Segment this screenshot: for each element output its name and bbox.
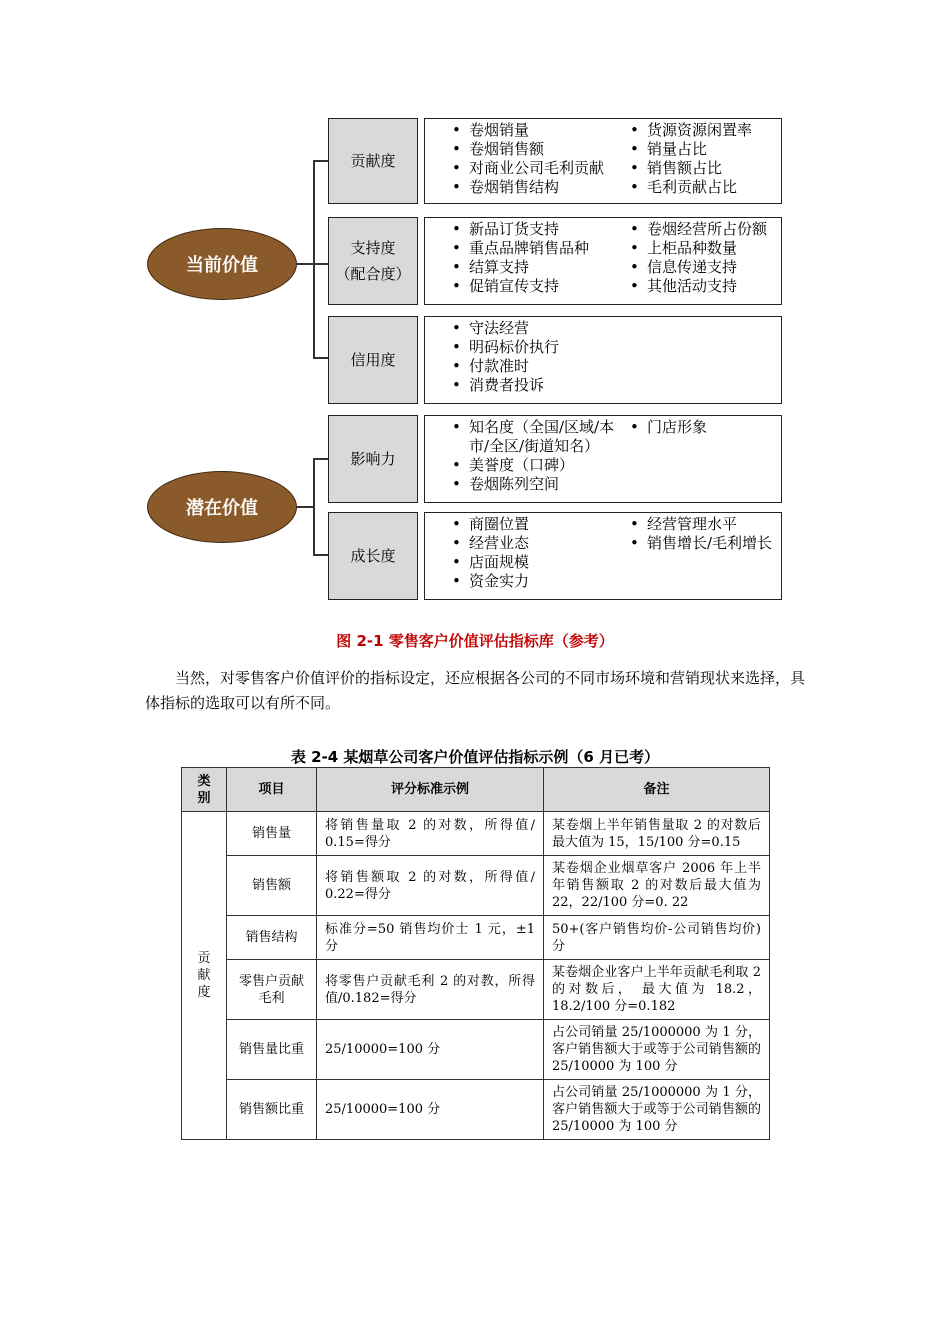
list-item: • 结算支持 xyxy=(452,258,589,277)
list-item: • 店面规模 xyxy=(452,553,529,572)
header-item: 项目 xyxy=(227,768,317,812)
note-cell: 某卷烟上半年销售量取 2 的对数后最大值为 15，15/100 分=0.15 xyxy=(544,812,770,856)
category-label: 影响力 xyxy=(350,450,396,468)
header-category: 类别 xyxy=(182,768,227,812)
category-cell: 贡献度 xyxy=(182,812,227,1140)
item-cell: 销售额比重 xyxy=(227,1080,317,1140)
note-cell: 占公司销量 25/1000000 为 1 分，客户销售额大于或等于公司销售额的 25/10000 为 100 分 xyxy=(544,1080,770,1140)
connector-line xyxy=(313,458,315,555)
category-label: 支持度 xyxy=(350,239,396,257)
list-item: • 信息传递支持 xyxy=(630,258,767,277)
body-paragraph: 当然，对零售客户价值评价的指标设定，还应根据各公司的不同市场环境和营销现状来选择，具体指标的选取可以有所不同。 xyxy=(145,669,806,712)
connector-line xyxy=(313,458,328,460)
table-row xyxy=(182,960,770,1020)
list-item: • 上柜品种数量 xyxy=(630,239,767,258)
standard-cell: 将零售户贡献毛利 2 的对教，所得值/0.182=得分 xyxy=(317,960,544,1020)
table-row xyxy=(182,1080,770,1140)
connector-line xyxy=(313,160,315,358)
category-label: 成长度 xyxy=(350,547,396,565)
standard-cell: 将销售额取 2 的对数，所得值/ 0.22=得分 xyxy=(317,856,544,916)
list-item: • 促销宣传支持 xyxy=(452,277,589,296)
table-row xyxy=(182,812,770,856)
connector-line xyxy=(297,506,314,508)
list-item: • 重点品牌销售品种 xyxy=(452,239,589,258)
list-item: • 卷烟销售结构 xyxy=(452,178,604,197)
list-item: • 知名度（全国/区域/本市/全区/街道知名） xyxy=(452,418,622,456)
items-growth xyxy=(424,512,782,600)
list-item: • 销售增长/毛利增长 xyxy=(630,534,772,553)
connector-line xyxy=(313,357,328,359)
connector-line xyxy=(313,160,328,162)
list-item: • 卷烟销量 xyxy=(452,121,604,140)
category-label: 贡献度 xyxy=(350,152,396,170)
list-item: • 消费者投诉 xyxy=(452,376,559,395)
note-cell: 某卷烟企业烟草客户 2006 年上半年销售额取 2 的对数后最大值为 22，22/100 分=0. 22 xyxy=(544,856,770,916)
list-item: • 付款准时 xyxy=(452,357,559,376)
table-row xyxy=(182,916,770,960)
items-support xyxy=(424,217,782,305)
note-cell: 50+(客户销售均价-公司销售均价)分 xyxy=(544,916,770,960)
list-item: • 卷烟经营所占份额 xyxy=(630,220,767,239)
category-growth xyxy=(328,512,418,600)
potential-value-node: 潜在价值 xyxy=(147,471,297,543)
list-item: • 卷烟销售额 xyxy=(452,140,604,159)
items-credit xyxy=(424,316,782,404)
category-sublabel: （配合度） xyxy=(335,265,411,283)
item-cell: 销售结构 xyxy=(227,916,317,960)
table-row xyxy=(182,856,770,916)
items-contribution xyxy=(424,118,782,204)
table-title: 表 2-4 某烟草公司客户价值评估指标示例（6 月已考） xyxy=(290,748,660,766)
table-row xyxy=(182,1020,770,1080)
items-influence xyxy=(424,415,782,503)
list-item: • 货源资源闲置率 xyxy=(630,121,752,140)
list-item: • 对商业公司毛利贡献 xyxy=(452,159,604,178)
category-label: 信用度 xyxy=(350,351,396,369)
list-item: • 经营业态 xyxy=(452,534,529,553)
standard-cell: 25/10000=100 分 xyxy=(317,1080,544,1140)
list-item: • 资金实力 xyxy=(452,572,529,591)
note-cell: 占公司销量 25/1000000 为 1 分，客户销售额大于或等于公司销售额的 25/10000 为 100 分 xyxy=(544,1020,770,1080)
evaluation-table xyxy=(181,767,770,1140)
list-item: • 门店形象 xyxy=(630,418,707,437)
connector-line xyxy=(313,554,328,556)
standard-cell: 标准分=50 销售均价士 1 元，±1 分 xyxy=(317,916,544,960)
header-note: 备注 xyxy=(544,768,770,812)
list-item: • 销售额占比 xyxy=(630,159,752,178)
connector-line xyxy=(297,263,314,265)
list-item: • 商圈位置 xyxy=(452,515,529,534)
figure-caption: 图 2-1 零售客户价值评估指标库（参考） xyxy=(336,632,614,650)
list-item: • 明码标价执行 xyxy=(452,338,559,357)
item-cell: 销售额 xyxy=(227,856,317,916)
standard-cell: 将销售量取 2 的对数，所得值/ 0.15=得分 xyxy=(317,812,544,856)
list-item: • 卷烟陈列空间 xyxy=(452,475,622,494)
list-item: • 新品订货支持 xyxy=(452,220,589,239)
item-cell: 销售量比重 xyxy=(227,1020,317,1080)
list-item: • 守法经营 xyxy=(452,319,559,338)
list-item: • 美誉度（口碑） xyxy=(452,456,622,475)
table-header-row xyxy=(182,768,770,812)
item-cell: 零售户贡献毛利 xyxy=(227,960,317,1020)
item-cell: 销售量 xyxy=(227,812,317,856)
category-support xyxy=(328,217,418,305)
list-item: • 其他活动支持 xyxy=(630,277,767,296)
current-value-node: 当前价值 xyxy=(147,228,297,300)
connector-line xyxy=(313,263,328,265)
category-influence xyxy=(328,415,418,503)
list-item: • 销量占比 xyxy=(630,140,752,159)
header-standard: 评分标准示例 xyxy=(317,768,544,812)
category-credit xyxy=(328,316,418,404)
note-cell: 某卷烟企业客户上半年贡献毛利取 2 的对数后， 最大值为 18.2，18.2/100 分=0.182 xyxy=(544,960,770,1020)
list-item: • 经营管理水平 xyxy=(630,515,772,534)
category-contribution xyxy=(328,118,418,204)
standard-cell: 25/10000=100 分 xyxy=(317,1020,544,1080)
list-item: • 毛利贡献占比 xyxy=(630,178,752,197)
